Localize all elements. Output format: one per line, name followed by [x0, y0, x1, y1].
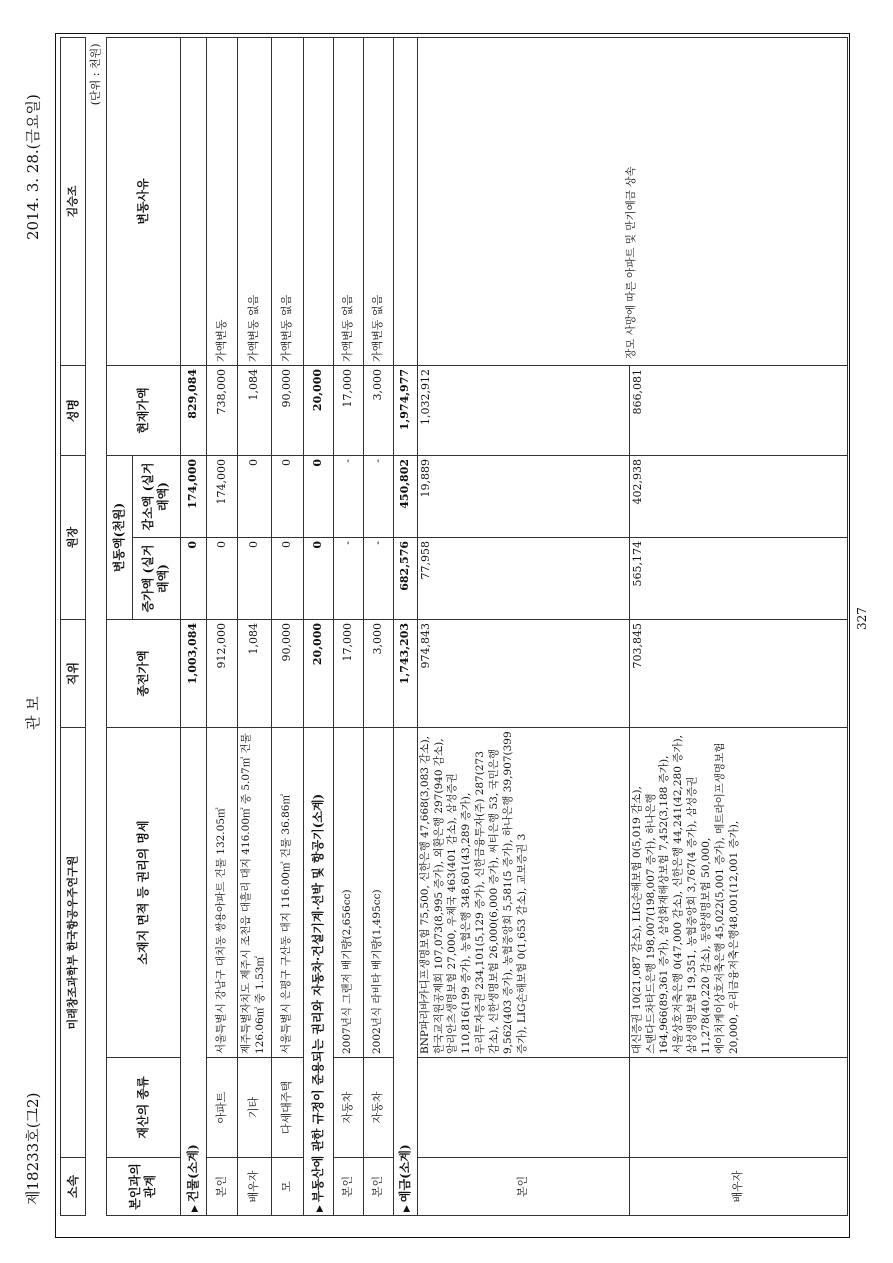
- cell-reason: 가액변동 없음: [271, 37, 303, 365]
- subtotal-prev: 1,743,203: [393, 619, 417, 727]
- cell-inc: 0: [206, 537, 237, 619]
- header-curr: 현재가액: [106, 365, 180, 455]
- cell-prev: 912,000: [206, 619, 237, 727]
- cell-dec: 174,000: [206, 455, 237, 537]
- table-row: [237, 37, 271, 1215]
- cell-inc: 77,958: [417, 537, 629, 619]
- triangle-bullet-icon: ▶: [401, 1205, 412, 1212]
- cell-curr: 1,084: [237, 365, 271, 455]
- cell-curr: 1,032,912: [417, 365, 629, 455]
- cell-curr: 738,000: [206, 365, 237, 455]
- name-label: 성명: [61, 365, 86, 455]
- header-inc: 증가액 (실거래액): [132, 537, 180, 619]
- cell-reason: 가액변동 없음: [333, 37, 363, 365]
- subtotal-dec: 0: [303, 455, 333, 537]
- subtotal-reason: [303, 37, 333, 365]
- header-prev: 종전가액: [106, 619, 180, 727]
- cell-prev: 3,000: [363, 619, 393, 727]
- cell-dec: 402,938: [629, 455, 847, 537]
- section-title: [393, 727, 417, 1215]
- cell-relation: 배우자: [629, 1158, 847, 1216]
- cell-curr: 90,000: [271, 365, 303, 455]
- cell-type: [417, 1058, 629, 1158]
- page-number: 327: [855, 607, 869, 630]
- cell-detail: 2007년식 그랜저 배기량(2,656cc): [333, 727, 363, 1057]
- rotated-page-body: [55, 33, 850, 1238]
- section-subtotal-row: [180, 37, 206, 1215]
- cell-curr: 866,081: [629, 365, 847, 455]
- cell-relation: 모: [271, 1158, 303, 1216]
- affiliation-label: 소속: [61, 1158, 86, 1216]
- header-dec: 감소액 (실거래액): [132, 455, 180, 537]
- cell-dec: 0: [271, 455, 303, 537]
- date: 2014. 3. 28.(금요일): [24, 94, 42, 240]
- cell-type: 다세대주택: [271, 1058, 303, 1158]
- subtotal-curr: 20,000: [303, 365, 333, 455]
- cell-relation: 본인: [333, 1158, 363, 1216]
- cell-inc: 565,174: [629, 537, 847, 619]
- table-row: [271, 37, 303, 1215]
- section-subtotal-row: [303, 37, 333, 1215]
- cell-detail: 제주특별자치도 제주시 조천읍 대흘리 대지 416.00㎡ 중 5.07㎡ 건물 126.06㎡ 중 1.53㎡: [237, 727, 271, 1057]
- header-change: 변동액(천원): [106, 455, 132, 619]
- triangle-bullet-icon: ▶: [314, 1205, 325, 1212]
- subtotal-dec: 174,000: [180, 455, 206, 537]
- cell-type: 자동차: [363, 1058, 393, 1158]
- section-title: [180, 727, 206, 1215]
- cell-curr: 3,000: [363, 365, 393, 455]
- cell-type: 자동차: [333, 1058, 363, 1158]
- section-subtotal-row: [393, 37, 417, 1215]
- header-reason: 변동사유: [106, 37, 180, 365]
- triangle-bullet-icon: ▶: [189, 1205, 200, 1212]
- cell-detail: 서울특별시 은평구 구산동 대지 116.00㎡ 건물 36.86㎡: [271, 727, 303, 1057]
- header-detail: 소재지 면적 등 권리의 명세: [106, 727, 180, 1057]
- cell-relation: 배우자: [237, 1158, 271, 1216]
- cell-inc: 0: [271, 537, 303, 619]
- subtotal-curr: 829,084: [180, 365, 206, 455]
- subtotal-prev: 1,003,084: [180, 619, 206, 727]
- cell-inc: -: [333, 537, 363, 619]
- cell-prev: 974,843: [417, 619, 629, 727]
- office-value: 원장: [61, 455, 86, 619]
- cell-dec: -: [363, 455, 393, 537]
- subtotal-inc: 682,576: [393, 537, 417, 619]
- table-row: [333, 37, 363, 1215]
- subtotal-curr: 1,974,977: [393, 365, 417, 455]
- cell-type: 기타: [237, 1058, 271, 1158]
- subtotal-reason: [180, 37, 206, 365]
- section-title: [303, 727, 333, 1215]
- subtotal-reason: [393, 37, 417, 365]
- asset-table: [60, 37, 848, 1216]
- cell-dec: -: [333, 455, 363, 537]
- header-type: 재산의 종류: [106, 1058, 180, 1158]
- cell-relation: 본인: [417, 1158, 629, 1216]
- cell-type: 아파트: [206, 1058, 237, 1158]
- cell-inc: -: [363, 537, 393, 619]
- header-relation: 본인과의 관계: [106, 1158, 180, 1216]
- cell-curr: 17,000: [333, 365, 363, 455]
- subtotal-inc: 0: [180, 537, 206, 619]
- cell-detail: 서울특별시 강남구 대치동 쌍용아파트 건물 132.05㎡: [206, 727, 237, 1057]
- cell-dec: 0: [237, 455, 271, 537]
- publication-title: 관 보: [24, 696, 42, 730]
- section-title-text: 부동산에 관한 규정이 준용되는 권리와 자동차·건설기계·선박 및 항공기(소계): [310, 793, 325, 1203]
- section-title-text: 예금(소계): [397, 1144, 412, 1203]
- subtotal-prev: 20,000: [303, 619, 333, 727]
- subtotal-inc: 0: [303, 537, 333, 619]
- table-row: [417, 37, 629, 1215]
- subtotal-dec: 450,802: [393, 455, 417, 537]
- cell-type: [629, 1058, 847, 1158]
- cell-relation: 본인: [363, 1158, 393, 1216]
- cell-dec: 19,889: [417, 455, 629, 537]
- cell-detail: 대신증권 10(21,087 감소), LIG손해보험 0(5,019 감소), 스탠다드차타드은행 198,007(198,007 증가), 하나은행 164,966(89,361 증가), 삼성화재해상보험 7,452(3,188 증가), 서울상호저축은행 0(47,000 감소), 신한은행 44,241(42,280 증가), 삼성생명보험 19,351, 농협중앙회 3,767(4 증가), 삼성증권 11,278(40,220 감소), 동양생명보험 50,000, 에이치케이상호저축은행 45,022(5,001 증가), 메트라이프생명보험 20,000, 우리금융저축은행48,001(12,001 증가),: [629, 727, 847, 1057]
- office-label: 직위: [61, 619, 86, 727]
- issue-number: 제18233호(그2): [24, 1092, 42, 1205]
- cell-reason: 가액변동 없음: [237, 37, 271, 365]
- unit-note: (단위 : 천원): [89, 43, 102, 106]
- cell-inc: 0: [237, 537, 271, 619]
- affiliation-value: 미래창조과학부 한국항공우주연구원: [61, 727, 86, 1157]
- cell-prev: 17,000: [333, 619, 363, 727]
- cell-prev: 90,000: [271, 619, 303, 727]
- cell-reason: 가액변동: [206, 37, 237, 365]
- cell-reason: 가액변동 없음: [363, 37, 393, 365]
- cell-detail: BNP파리바카디프생명보험 75,500, 신한은행 47,668(3,083 감소), 한국교직원공제회 107,073(8,995 증가), 외환은행 297(940 감소), 알리안츠생명보험 27,000, 우체국 463(401 감소), 삼성증권 110,816(199 증가), 농협은행 348,601(43,289 증가), 우리투자증권 234,101(5,129 증가), 신한금융투자(주) 287(273 감소), 신한생명보험 26,000(6,000 증가), 씨티은행 53, 국민은행 9,562(403 증가), 농협중앙회 5,581(5 증가), 하나은행 39,907(399 증가), LIG손해보험 0(1,653 감소), 교보증권 3: [417, 727, 629, 1057]
- section-title-text: 건물(소계): [185, 1144, 200, 1203]
- cell-relation: 본인: [206, 1158, 237, 1216]
- cell-detail: 2002년식 라비타 배기량(1,495cc): [363, 727, 393, 1057]
- cell-prev: 1,084: [237, 619, 271, 727]
- name-value: 김승조: [61, 37, 86, 365]
- cell-prev: 703,845: [629, 619, 847, 727]
- cell-reason: 장모 사망에 따른 아파트 및 만기예금 상속: [417, 37, 847, 365]
- table-row: [206, 37, 237, 1215]
- table-row: [363, 37, 393, 1215]
